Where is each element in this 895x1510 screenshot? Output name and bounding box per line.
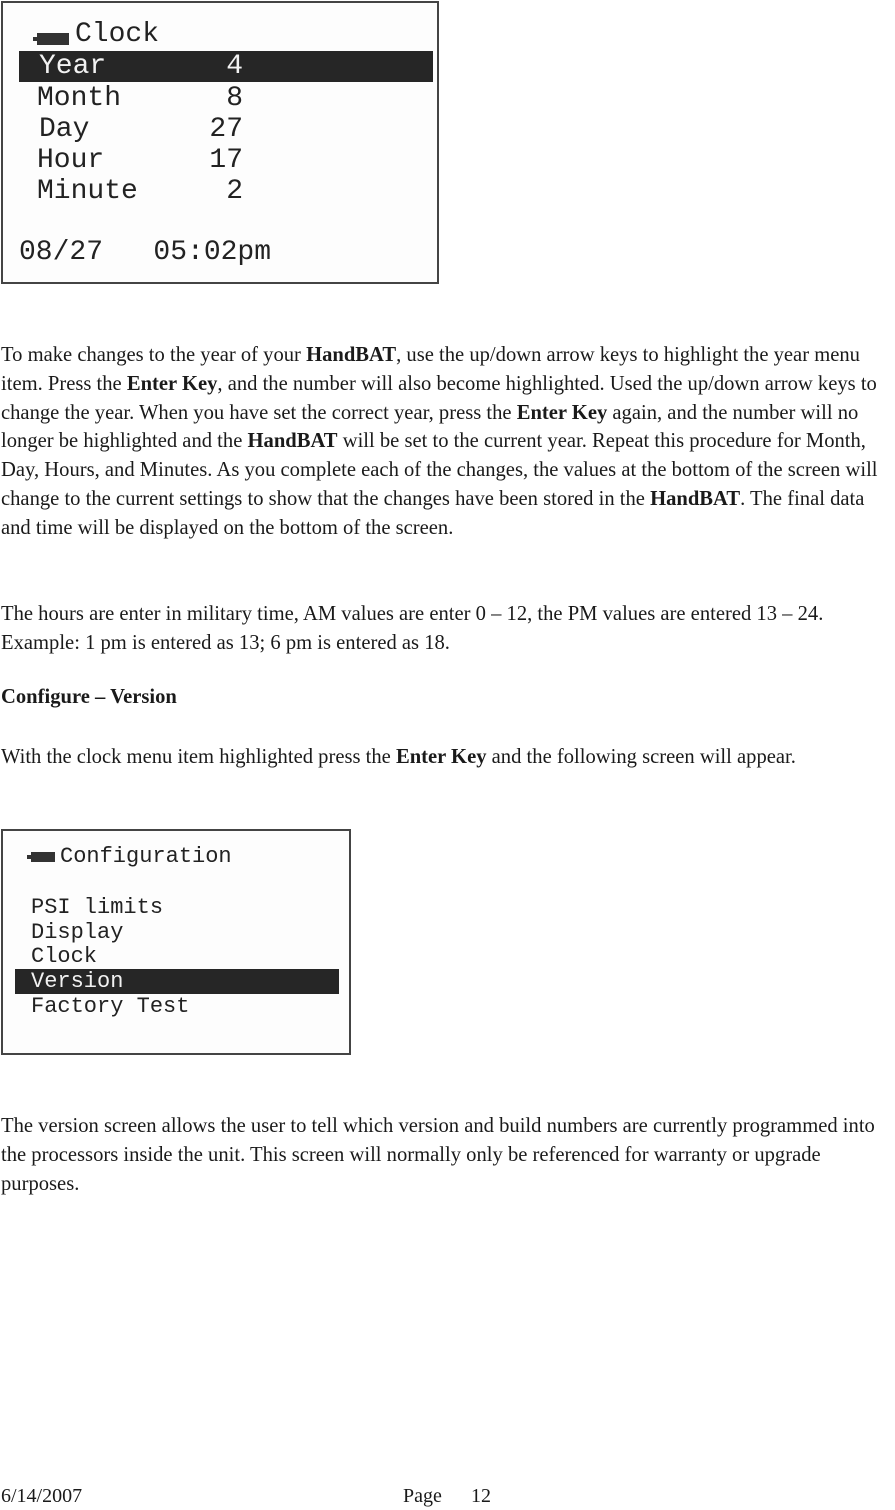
paragraph-year-instructions [1,341,893,543]
clock-row-value: 8 [226,83,243,114]
paragraph-version-description: The version screen allows the user to tell which version and build numbers are currently programmed into the processors inside the unit. This screen will normally only be referenced for warranty or upgrade purposes. [1,1115,875,1195]
clock-row-year[interactable] [19,51,433,82]
footer-date: 6/14/2007 [1,1485,83,1507]
text: and the following screen will appear. [486,746,796,768]
clock-row-label: Minute [37,176,138,207]
paragraph-military-time: The hours are enter in military time, AM values are enter 0 – 12, the PM values are entered 13 – 24. Example: 1 pm is entered as 13; 6 pm is entered as 18. [1,603,824,654]
product-name: HandBAT [306,344,397,366]
battery-icon [37,33,69,45]
clock-screen [1,1,439,284]
config-item-label: PSI limits [31,895,164,920]
clock-row-label: Day [39,114,90,145]
config-item-label: Clock [31,944,98,969]
clock-row-minute[interactable] [19,176,433,207]
clock-row-hour[interactable] [19,145,433,176]
config-item-version[interactable] [15,969,339,994]
footer-page-label: Page [403,1485,442,1507]
text: , use the up/down arrow keys to highlight the year menu item. Press the [1,344,860,395]
config-item-clock[interactable] [15,944,339,969]
text: will be set to the current year. Repeat this procedure for Month, Day, Hours, and Minutes. As you complete each of the changes, the values at the bottom of the screen will change to the current settings to show that the changes have been stored in the [1,430,878,510]
text: . The final data and time will be displayed on the bottom of the screen. [1,487,865,539]
paragraph-version-intro [1,743,893,772]
footer-page-number: 12 [471,1485,491,1507]
text: With the clock menu item highlighted press the [1,746,396,768]
clock-row-value: 27 [209,114,243,145]
enter-key-label: Enter Key [126,372,218,395]
clock-row-label: Month [37,83,122,114]
config-item-label: Factory Test [31,994,190,1019]
enter-key-label: Enter Key [395,746,487,768]
product-name: HandBAT [247,430,338,453]
config-item-factory-test[interactable] [15,994,339,1019]
text: again, and the number will no longer be highlighted and the [1,401,859,453]
battery-icon [31,852,55,862]
product-name: HandBAT [650,487,741,510]
config-item-psi-limits[interactable] [15,895,339,920]
config-item-label: Version [31,969,124,994]
clock-row-label: Year [39,51,107,82]
clock-screen-title: Clock [75,19,160,50]
text: To make changes to the year of your [1,344,307,366]
clock-row-value: 4 [226,51,243,82]
clock-row-value: 17 [209,145,243,176]
enter-key-label: Enter Key [516,401,608,424]
config-item-display[interactable] [15,920,339,945]
config-item-label: Display [31,920,124,945]
clock-row-day[interactable] [19,114,433,145]
clock-row-month[interactable] [19,83,433,114]
clock-status-datetime: 08/27 05:02pm [19,237,272,268]
section-heading: Configure – Version [1,686,177,708]
configuration-screen [1,829,351,1055]
configuration-screen-title: Configuration [60,844,232,869]
clock-row-label: Hour [37,145,105,176]
text: , and the number will also become highlighted. Used the up/down arrow keys to change the year. When you have set the correct year, press the [1,372,877,424]
clock-row-value: 2 [226,176,243,207]
